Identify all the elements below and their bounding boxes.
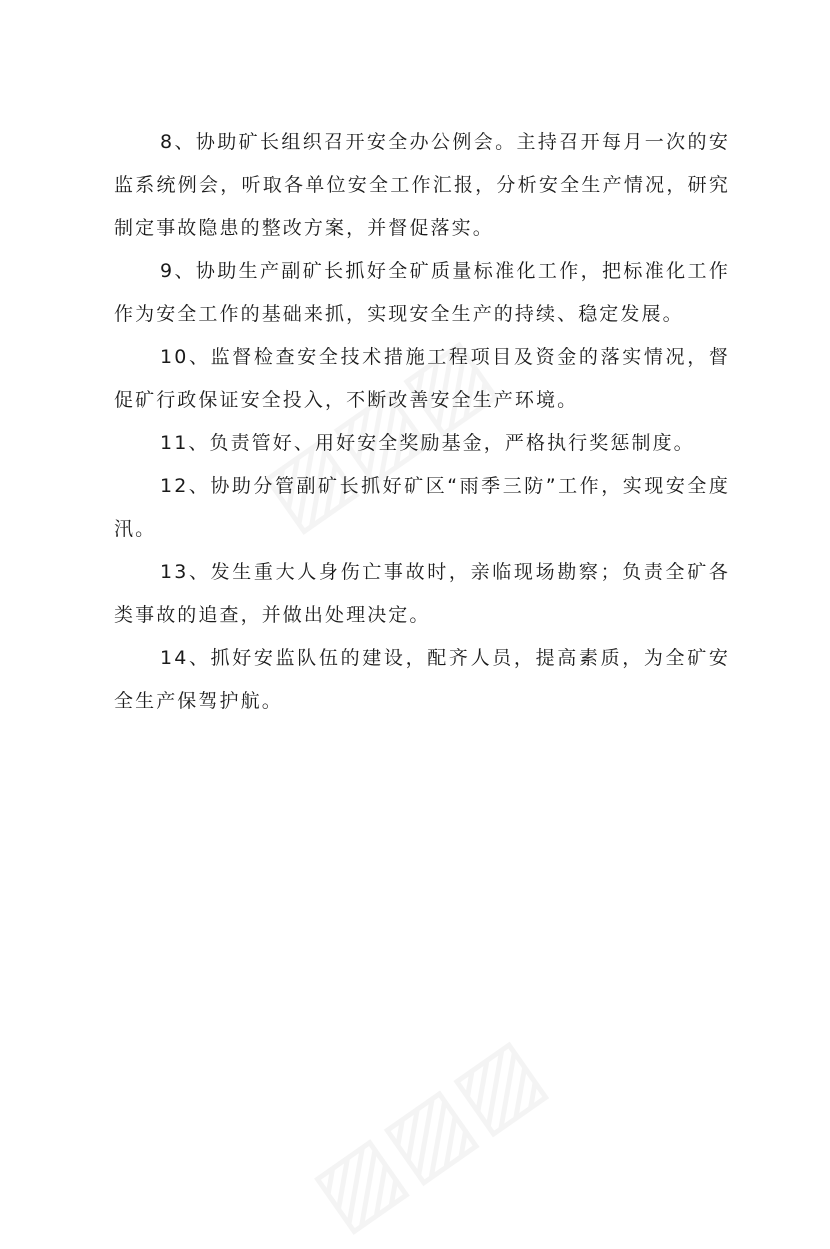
paragraph-item-12: 12、协助分管副矿长抓好矿区“雨季三防”工作，实现安全度汛。 (114, 475, 730, 540)
paragraph-item-10: 10、监督检查安全技术措施工程项目及资金的落实情况，督促矿行政保证安全投入，不断改善安全生产环境。 (114, 346, 730, 411)
paragraph-item-9: 9、协助生产副矿长抓好全矿质量标准化工作，把标准化工作作为安全工作的基础来抓，实现安全生产的持续、稳定发展。 (114, 260, 730, 325)
paragraph-item-14: 14、抓好安监队伍的建设，配齐人员，提高素质，为全矿安全生产保驾护航。 (114, 647, 730, 712)
document-body (114, 121, 730, 723)
paragraph-item-13: 13、发生重大人身伤亡事故时，亲临现场勘察；负责全矿各类事故的追查，并做出处理决定。 (114, 561, 730, 626)
watermark-logo (293, 1016, 562, 1248)
paragraph-item-8: 8、协助矿长组织召开安全办公例会。主持召开每月一次的安监系统例会，听取各单位安全工作汇报，分析安全生产情况，研究制定事故隐患的整改方案，并督促落实。 (114, 131, 730, 239)
paragraph-item-11: 11、负责管好、用好安全奖励基金，严格执行奖惩制度。 (160, 432, 695, 454)
